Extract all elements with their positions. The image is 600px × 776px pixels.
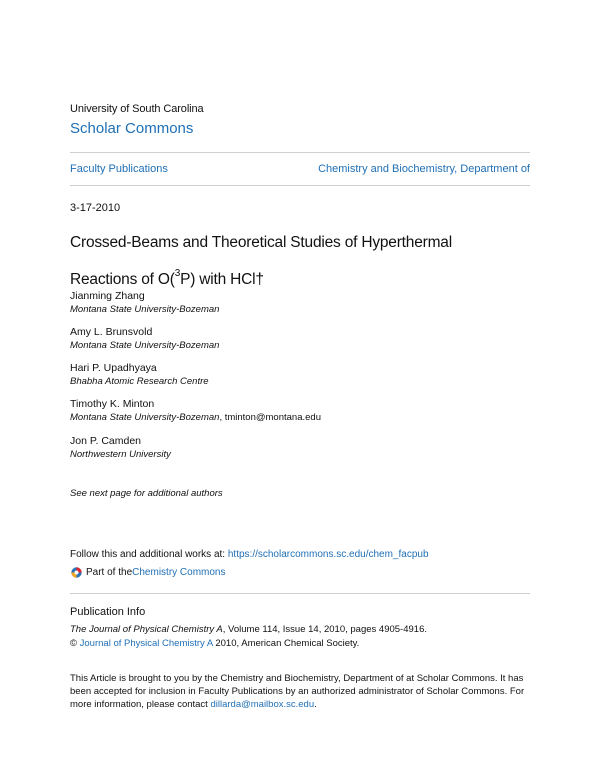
follow-line — [70, 549, 429, 560]
chemistry-commons-link[interactable]: Chemistry Commons — [132, 567, 226, 578]
article-title — [70, 226, 530, 296]
title-superscript: 3 — [174, 268, 181, 279]
title-line-2-pre: Reactions of O( — [70, 271, 175, 289]
additional-authors-note: See next page for additional authors — [70, 488, 223, 499]
author-name: Jon P. Camden — [70, 435, 142, 447]
part-of-text: Part of the — [86, 567, 133, 578]
publication-date: 3-17-2010 — [70, 202, 121, 214]
collection-nav — [70, 163, 530, 175]
title-line-2-post: P) with HCl† — [180, 271, 264, 289]
author-affiliation: Montana State University-Bozeman — [70, 304, 220, 315]
author-email: tminton@montana.edu — [224, 412, 321, 423]
follow-text: Follow this and additional works at: — [70, 549, 228, 560]
part-of-line — [70, 566, 226, 579]
author-4 — [70, 398, 321, 424]
copyright-text: 2010, American Chemical Society. — [212, 638, 360, 649]
notice-end: . — [314, 699, 317, 710]
author-affiliation: Montana State University-Bozeman — [70, 340, 220, 351]
publication-info — [70, 623, 427, 651]
author-affiliation: Northwestern University — [70, 449, 171, 460]
author-2 — [70, 326, 219, 352]
author-3 — [70, 362, 209, 388]
scholar-commons-link[interactable]: Scholar Commons — [70, 120, 194, 137]
author-name: Hari P. Upadhyaya — [70, 362, 157, 374]
author-affiliation: Montana State University-Bozeman — [70, 412, 220, 423]
copyright-symbol: © — [70, 638, 80, 649]
journal-link[interactable]: Journal of Physical Chemistry A — [79, 638, 213, 649]
faculty-publications-link[interactable]: Faculty Publications — [70, 163, 168, 175]
repository-notice — [70, 672, 530, 711]
divider — [70, 152, 530, 153]
author-name: Jianming Zhang — [70, 290, 145, 302]
author-name: Timothy K. Minton — [70, 398, 155, 410]
author-affiliation-line: Montana State University-Bozeman, tminton@montana.edu — [70, 412, 321, 423]
author-affiliation: Bhabha Atomic Research Centre — [70, 376, 209, 387]
collection-url-link[interactable]: https://scholarcommons.sc.edu/chem_facpub — [227, 549, 429, 560]
contact-email-link[interactable]: dillarda@mailbox.sc.edu — [210, 699, 315, 710]
author-name: Amy L. Brunsvold — [70, 326, 153, 338]
author-1 — [70, 290, 219, 316]
journal-name: The Journal of Physical Chemistry A — [70, 624, 223, 635]
network-commons-icon — [70, 566, 83, 579]
author-5 — [70, 435, 171, 461]
institution-name: University of South Carolina — [70, 103, 204, 115]
publication-info-heading: Publication Info — [70, 606, 146, 618]
title-line-1: Crossed-Beams and Theoretical Studies of Hyperthermal — [70, 234, 452, 251]
department-link[interactable]: Chemistry and Biochemistry, Department of — [318, 163, 530, 175]
citation-details: , Volume 114, Issue 14, 2010, pages 4905-4916. — [222, 624, 427, 635]
notice-text: This Article is brought to you by the Chemistry and Biochemistry, Department of at Scholar Commons. It has been accepted for inclusion in Faculty Publications by an authorized administrator of Scholar Commons. For more information, please contact — [70, 673, 525, 710]
divider — [70, 185, 530, 186]
divider — [70, 593, 530, 594]
